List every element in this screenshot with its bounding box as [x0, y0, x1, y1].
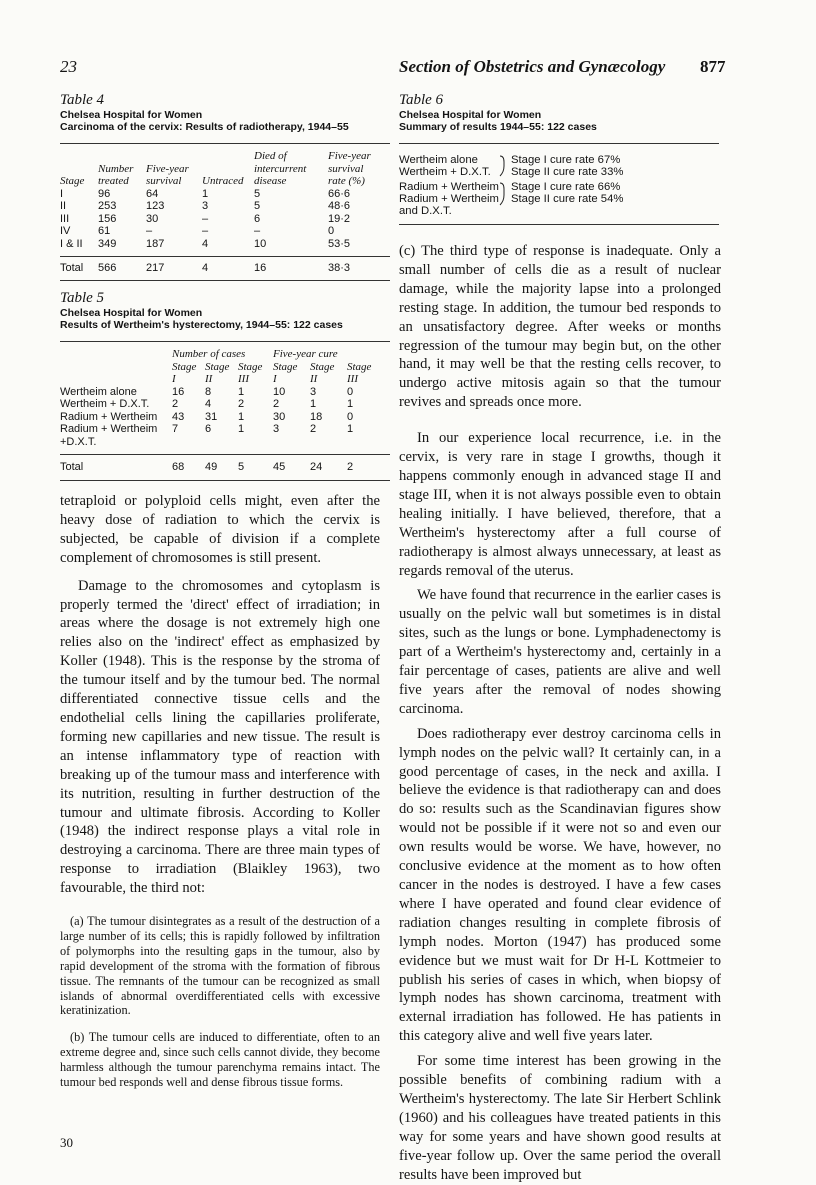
cell: 61: [98, 225, 111, 237]
table-4-grid: [60, 150, 390, 281]
row-label: Radium + Wertheim: [60, 410, 158, 423]
list-item-a: (a) The tumour disintegrates as a result of the destruction of a large number of its cells; this is rapidly followed by infiltration of polymorphs into the resulting gaps in the tumour, also by rapid development of the stroma with the formation of fibrous tissue. The remnants of the tumour can be recognized as small islands of abnormal overdifferentiated cells with excessive keratinization.: [60, 914, 380, 1018]
cell: 1: [238, 410, 245, 423]
table-5-subtitle-1: Chelsea Hospital for Women: [60, 307, 203, 319]
table-row: [60, 188, 390, 201]
cell: 6: [205, 423, 212, 435]
cell: 3: [273, 423, 280, 435]
cell: 10: [254, 237, 267, 250]
table-row: [60, 213, 390, 226]
cell: 1: [347, 423, 354, 435]
table-4-head-died-3: disease: [254, 175, 287, 187]
table-6-body: [399, 154, 719, 218]
table-row: [60, 200, 390, 213]
cell: 53·5: [328, 237, 351, 250]
table-4-head-died-2: intercurrent: [254, 162, 307, 175]
cell: 1: [238, 385, 245, 398]
paragraph: Does radiotherapy ever destroy carcinoma cells in lymph nodes on the pelvic wall? It certainly can, in a good percentage of cases, in the neck and axilla. I believe the evidence is that radiotherapy can and does do so: results such as the Scandinavian figures show would not be possible if it were not so and even our own results would be worse. We have, however, no conclusive evidence at the moment as to how often cancer in the nodes is destroyed. I have a few cases where I have operated and found clear evidence of radiation changes resulting in complete fibrosis of lymph nodes. Morton (1947) has produced some evidence but we must wait for Dr H-L Kottmeier to publish his series of cases in which, when biopsy of lymph nodes has shown carcinoma, treatment with external irradiation has followed. He has patients in this category alive and well five years later.: [399, 725, 721, 1045]
cell: 19·2: [328, 212, 351, 225]
cell: 49: [205, 461, 218, 473]
cell: 123: [146, 200, 165, 212]
cell: 64: [146, 187, 159, 200]
t6-left-2: Wertheim + D.X.T.: [399, 166, 491, 178]
cell: 48·6: [328, 200, 351, 212]
cell: 16: [254, 262, 267, 274]
cell: 43: [172, 410, 185, 423]
cell: IV: [60, 225, 71, 237]
paragraph: For some time interest has been growing in the possible benefits of combining radium with a Wertheim's hysterectomy. The late Sir Herbert Schlink (1960) and his colleagues have treated patients in this way for some years and have shown good results at five-year follow up. Over the same period the overall results have been improved but: [399, 1053, 721, 1183]
stage-num: I: [273, 373, 277, 385]
table-4-head-untraced: Untraced: [202, 175, 244, 187]
stage-head: Stage: [273, 360, 298, 373]
cell: 10: [273, 385, 286, 398]
table-4-head-rate-1: Five-year: [328, 150, 371, 162]
cell: III: [60, 212, 70, 225]
cell: 1: [202, 187, 209, 200]
cell: 5: [238, 461, 245, 473]
t6-left-5: and D.X.T.: [399, 205, 452, 217]
cell: –: [202, 212, 209, 225]
cell: I: [60, 187, 64, 200]
table-row: [60, 225, 390, 238]
table-5-subtitle-2: Results of Wertheim's hysterectomy, 1944–55: 122 cases: [60, 319, 343, 331]
cell: –: [254, 225, 261, 237]
table-4-total-row: [60, 262, 390, 275]
page-corner-number: 23: [60, 57, 77, 76]
cell: 2: [172, 398, 179, 410]
stage-head: Stage: [172, 360, 197, 373]
cell: 7: [172, 423, 179, 435]
t6-right-2: Stage II cure rate 33%: [511, 166, 624, 178]
table-4-head-stage: Stage: [60, 175, 85, 187]
paragraph: Damage to the chromosomes and cytoplasm is properly termed the 'direct' effect of irradiation; in areas where the dosage is not extremely high one relies also on the 'indirect' effect as emphasized by Koller (1948). This is the response by the stroma of the tumour itself and by the tumour bed. The normal differentiated connective tissue cells and the endothelial cells lining the capillaries proliferate, forming new capillaries and new tissue. The result is an intense inflammatory type of reaction with breaking up of the tumour mass and interference with its nutrition, resulting in further destruction of the tumour and ultimate fibrosis. According to Koller (1948) the indirect response plays a vital role in destroying a carcinoma. There are three main types of response to irradiation (Blaikley 1963), two favourable, the third not:: [60, 577, 380, 897]
table-5-grid: [60, 348, 390, 481]
cell: 5: [254, 187, 261, 200]
table-4-top-rule: [60, 143, 390, 144]
cell: 2: [310, 423, 317, 435]
cell: 3: [202, 200, 209, 212]
table-6-title: Table 6: [399, 92, 444, 108]
cell: 217: [146, 262, 165, 274]
list-item-b: (b) The tumour cells are induced to differentiate, often to an extreme degree and, since such cells cannot divide, they become harmless although the tumour parenchyma remains intact. The tumour bed responds well and dense fibrous tissue forms.: [60, 1030, 380, 1090]
cell: II: [60, 200, 67, 212]
row-label: Wertheim alone: [60, 385, 137, 398]
t6-left-4: Radium + Wertheim: [399, 193, 499, 205]
table-row: [60, 238, 390, 251]
table-row: [60, 386, 390, 399]
cell: 2: [347, 461, 354, 473]
table-5-top-rule: [60, 341, 390, 342]
cell: 0: [347, 410, 354, 423]
paragraph: In our experience local recurrence, i.e. in the cervix, is very rare in stage I growths, though it happens commonly enough in advanced stage II and stage III, when it is not always possible even to obtain healing initially. I have believed, therefore, that a Wertheim's hysterectomy after a full course of radiotherapy is almost always unnecessary, at least as regards removal of the uterus.: [399, 430, 721, 579]
table-4-head-number-1: Number: [98, 162, 134, 175]
stage-head: Stage: [238, 360, 263, 373]
stage-num: I: [172, 373, 176, 385]
stage-num: II: [310, 373, 318, 385]
cell: 156: [98, 212, 117, 225]
cell: 4: [202, 262, 209, 274]
stage-num: III: [238, 373, 249, 385]
brace-marks: [498, 154, 512, 218]
cell: 45: [273, 461, 286, 473]
cell: 30: [273, 410, 286, 423]
table-6-top-rule: [399, 143, 719, 144]
cell: 1: [347, 398, 354, 410]
brace-icon: [500, 183, 504, 205]
cell: 4: [202, 237, 209, 250]
table-6-subtitle-1: Chelsea Hospital for Women: [399, 109, 542, 121]
table-5-total-row: [60, 461, 390, 474]
paragraph: We have found that recurrence in the earlier cases is usually on the pelvic wall but sometimes is in distal sites, such as the lungs or bone. Lymphadenectomy is part of a Wertheim's hysterectomy and, certainly in a fair percentage of cases, patients are alive and well five years after the removal of nodes showing carcinoma.: [399, 587, 721, 717]
cell: –: [202, 225, 209, 237]
cell: 0: [328, 225, 335, 237]
table-4-head-rate-3: rate (%): [328, 175, 365, 187]
table-6-bottom-rule: [399, 224, 719, 225]
t6-right-4: Stage II cure rate 54%: [511, 193, 624, 205]
row-label: Radium + Wertheim: [60, 423, 158, 435]
t6-right-1: Stage I cure rate 67%: [511, 154, 621, 166]
t6-left-1: Wertheim alone: [399, 154, 478, 166]
table-4-head-survival-2: survival: [146, 175, 182, 187]
table-5: [60, 290, 390, 481]
footer-number: 30: [60, 1135, 73, 1150]
left-column-body: [60, 492, 380, 898]
cell: 2: [238, 398, 245, 410]
paragraph: (c) The third type of response is inadequate. Only a small number of cells die as a result of nuclear damage, while the majority lapse into a prolonged resting stage. In addition, the tumour bed responds to an unsatisfactory degree. After weeks or months regression of the tumour may begin but, on the other hand, it may well be that the resting cells recover, to undergo active mitosis again so that the tumour revives and spreads once more.: [399, 243, 721, 411]
table-4-subtitle-1: Chelsea Hospital for Women: [60, 109, 203, 121]
brace-icon: [500, 156, 504, 176]
cell: 253: [98, 200, 117, 212]
cell: 566: [98, 262, 117, 274]
cell: 16: [172, 385, 185, 398]
table-5-group-cure: Five-year cure: [273, 348, 338, 360]
table-4-title: Table 4: [60, 92, 105, 108]
table-4-header-row: [60, 150, 390, 163]
stage-num: II: [205, 373, 213, 385]
right-column-body: [399, 242, 721, 1185]
cell: 187: [146, 237, 165, 250]
t6-left-3: Radium + Wertheim: [399, 181, 499, 193]
cell: 3: [310, 385, 317, 398]
table-6: [399, 92, 719, 225]
stage-num: III: [347, 373, 358, 385]
cell: 6: [254, 212, 261, 225]
table-4-head-died-1: Died of: [254, 150, 287, 162]
row-label: Total: [60, 461, 84, 473]
cell: 0: [347, 385, 354, 398]
table-row: [60, 411, 390, 424]
table-5-title: Table 5: [60, 290, 105, 306]
cell: 96: [98, 187, 111, 200]
cell: 4: [205, 398, 212, 410]
cell: 8: [205, 385, 212, 398]
table-row: [60, 398, 390, 411]
left-column-list: [60, 914, 380, 1090]
paragraph: tetraploid or polyploid cells might, even after the heavy dose of radiation to which the cervix is subjected, be capable of division if a complete complement of chromosomes is still present.: [60, 493, 380, 566]
table-4-subtitle-2: Carcinoma of the cervix: Results of radiotherapy, 1944–55: [60, 121, 349, 133]
cell: 1: [238, 423, 245, 435]
table-4-head-rate-2: survival: [328, 162, 364, 175]
cell: 349: [98, 237, 117, 250]
table-4-head-survival-1: Five-year: [146, 162, 189, 175]
table-4: [60, 92, 390, 281]
cell: –: [146, 225, 153, 237]
row-label: Wertheim + D.X.T.: [60, 398, 150, 410]
row-label-continued: +D.X.T.: [60, 435, 97, 448]
cell: 31: [205, 410, 218, 423]
table-4-head-number-2: treated: [98, 175, 129, 187]
cell: 1: [310, 398, 317, 410]
table-5-group-cases: Number of cases: [172, 348, 246, 360]
stage-head: Stage: [205, 360, 230, 373]
table-row: [60, 423, 390, 436]
stage-head: Stage: [310, 360, 335, 373]
cell: 30: [146, 212, 159, 225]
cell: 24: [310, 461, 323, 473]
cell: Total: [60, 262, 84, 274]
cell: 66·6: [328, 187, 351, 200]
t6-right-3: Stage I cure rate 66%: [511, 181, 621, 193]
cell: 2: [273, 398, 280, 410]
page-number: 877: [700, 57, 726, 76]
table-6-subtitle-2: Summary of results 1944–55: 122 cases: [399, 121, 597, 133]
cell: I & II: [60, 237, 83, 250]
section-title: Section of Obstetrics and Gynæcology: [399, 57, 666, 76]
stage-head: Stage: [347, 360, 372, 373]
cell: 68: [172, 461, 185, 473]
cell: 18: [310, 410, 323, 423]
cell: 38·3: [328, 262, 351, 274]
cell: 5: [254, 200, 261, 212]
